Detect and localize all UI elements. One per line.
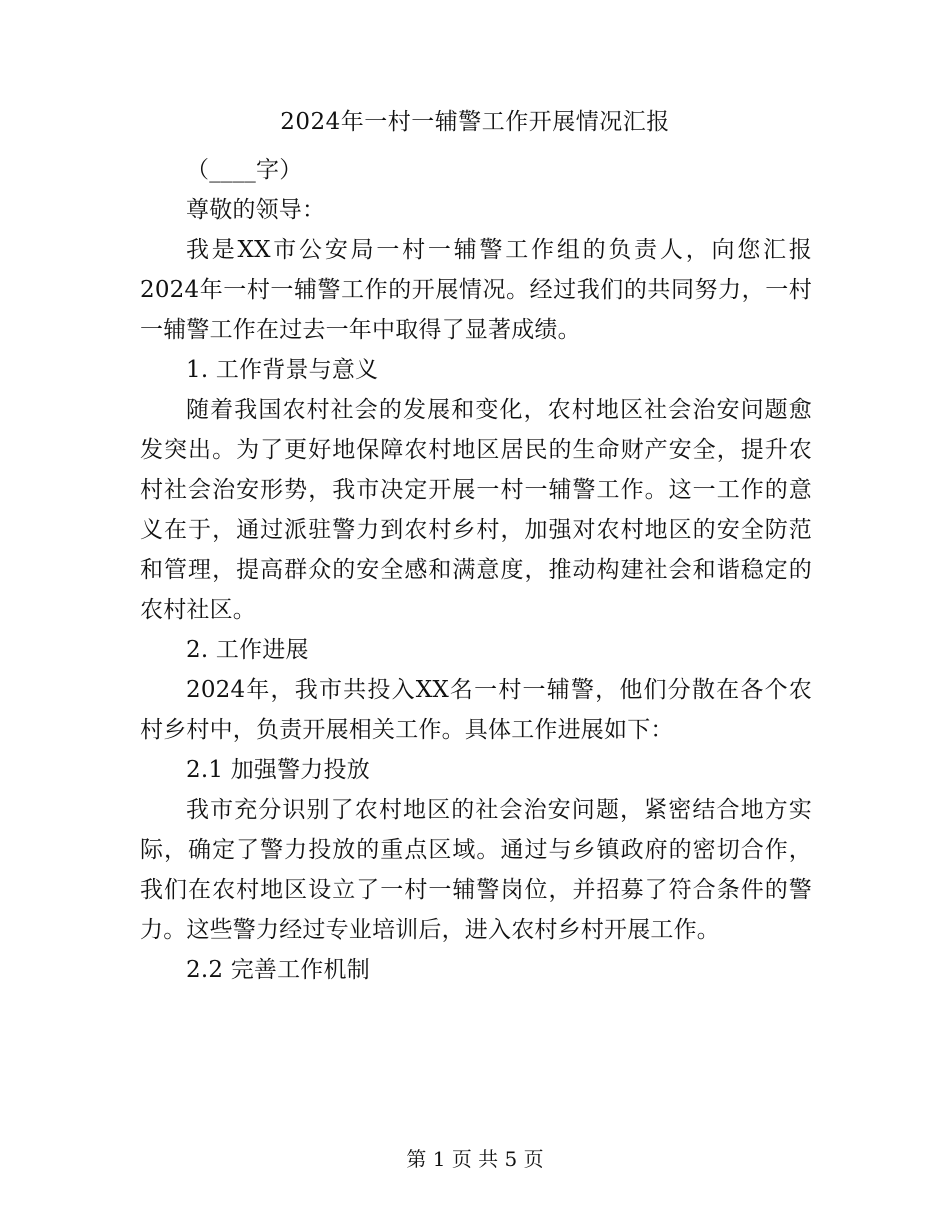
progress-paragraph: 2024年，我市共投入XX名一村一辅警，他们分散在各个农村乡村中，负责开展相关工作。具体工作进展如下： — [140, 677, 812, 743]
subsection-heading-deployment: 2.1 加强警力投放 — [186, 757, 370, 783]
document-body — [140, 150, 812, 990]
subsection-heading-mechanism: 2.2 完善工作机制 — [186, 957, 370, 983]
intro-paragraph: 我是XX市公安局一村一辅警工作组的负责人，向您汇报2024年一村一辅警工作的开展情况。经过我们的共同努力，一村一辅警工作在过去一年中取得了显著成绩。 — [140, 237, 812, 343]
deployment-paragraph: 我市充分识别了农村地区的社会治安问题，紧密结合地方实际，确定了警力投放的重点区域。通过与乡镇政府的密切合作，我们在农村地区设立了一村一辅警岗位，并招募了符合条件的警力。这些警力经过专业培训后，进入农村乡村开展工作。 — [140, 797, 812, 943]
word-count-note: （____字） — [186, 157, 303, 183]
background-paragraph: 随着我国农村社会的发展和变化，农村地区社会治安问题愈发突出。为了更好地保障农村地区居民的生命财产安全，提升农村社会治安形势，我市决定开展一村一辅警工作。这一工作的意义在于，通过派驻警力到农村乡村，加强对农村地区的安全防范和管理，提高群众的安全感和满意度，推动构建社会和谐稳定的农村社区。 — [140, 397, 812, 623]
page-footer: 第 1 页 共 5 页 — [406, 1147, 544, 1171]
salutation: 尊敬的领导： — [186, 197, 326, 223]
document-title: 2024年一村一辅警工作开展情况汇报 — [280, 109, 670, 135]
section-heading-progress: 2. 工作进展 — [186, 637, 309, 663]
section-heading-background: 1. 工作背景与意义 — [186, 357, 379, 383]
